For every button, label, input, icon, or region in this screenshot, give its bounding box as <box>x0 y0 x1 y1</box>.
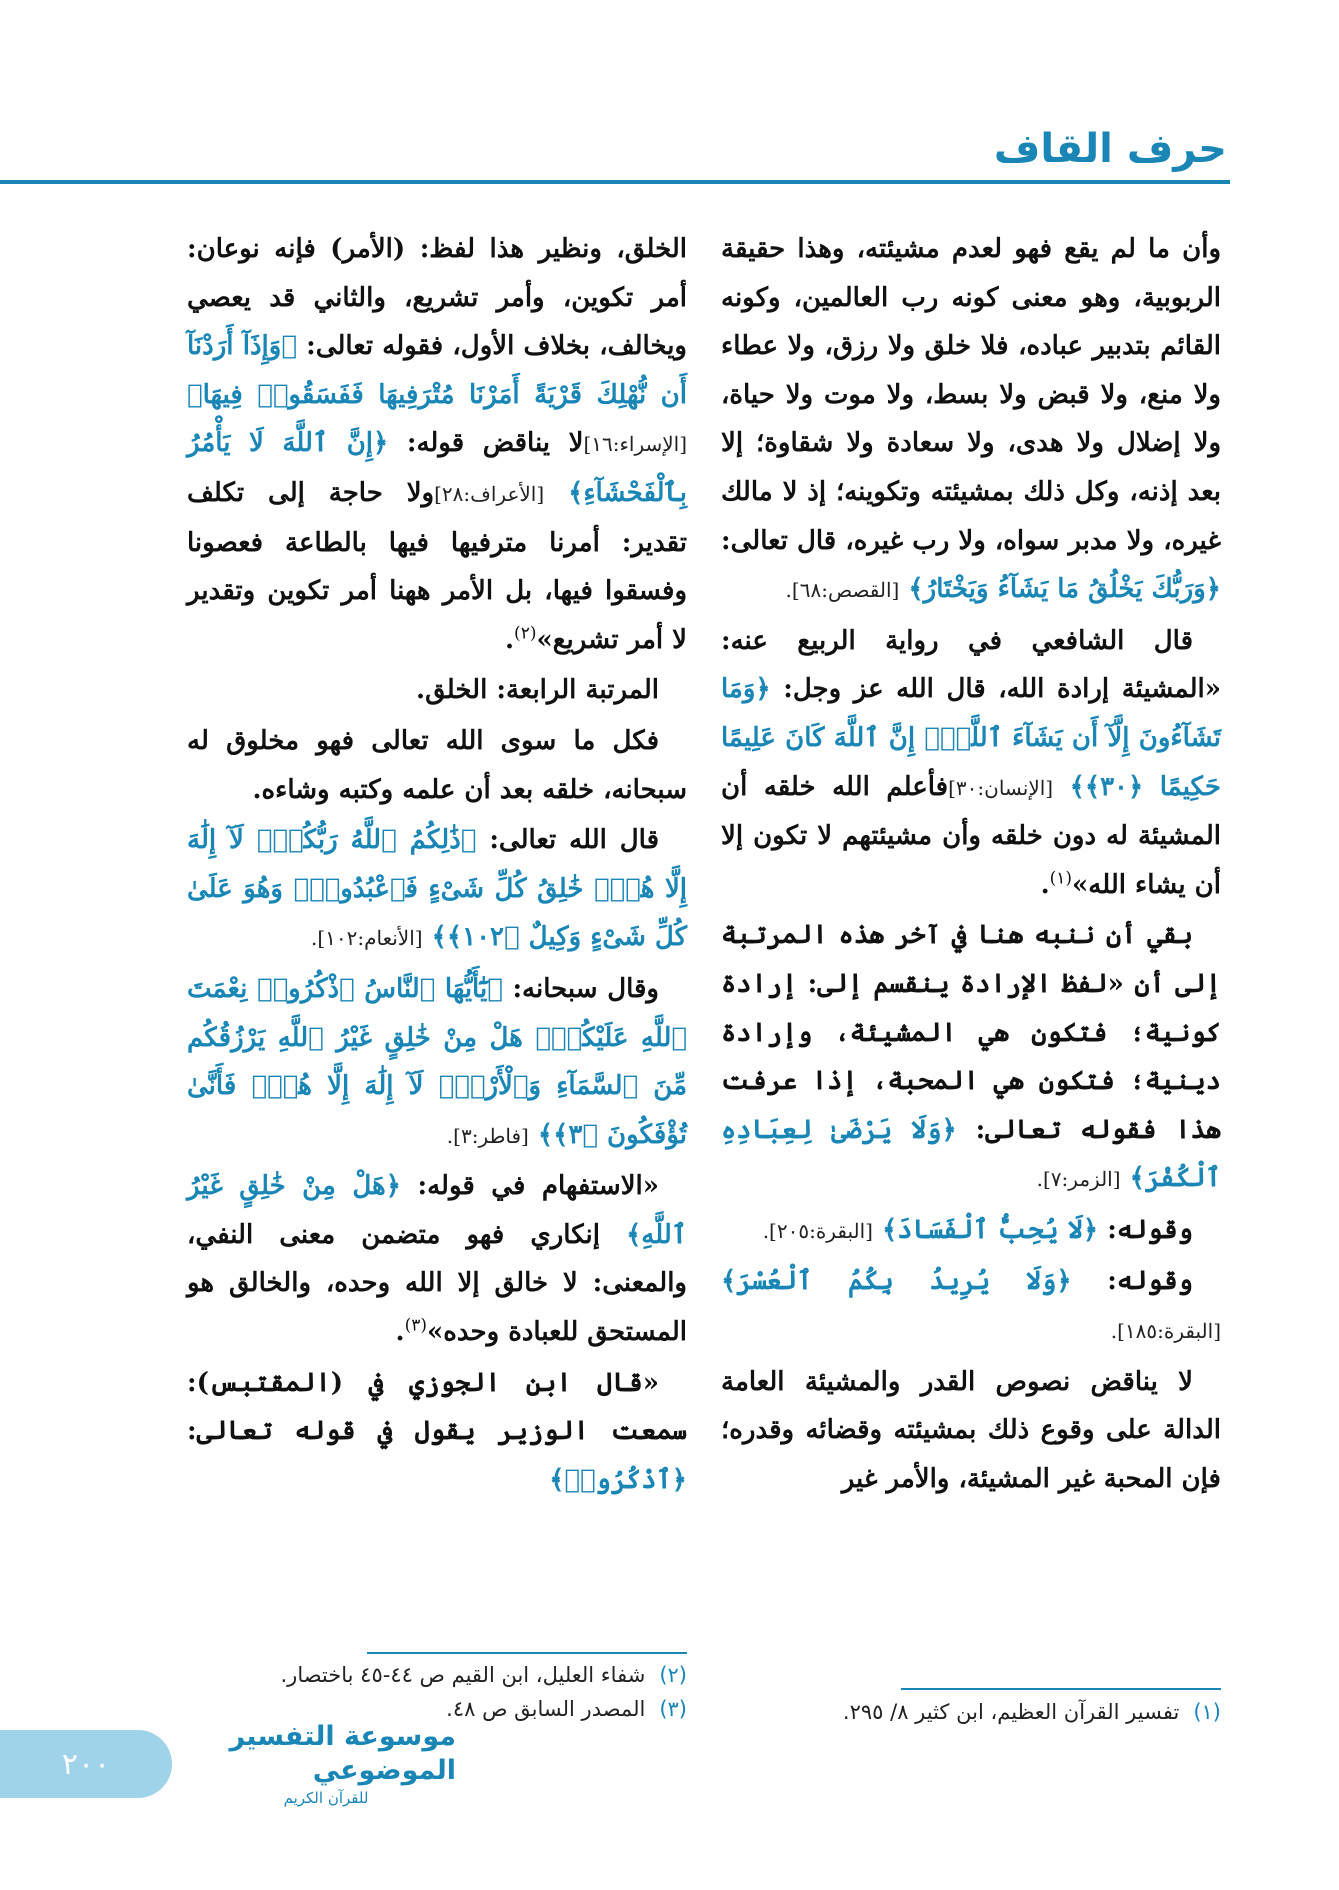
paragraph: لا يناقض نصوص القدر والمشيئة العامة الدالة على وقوع ذلك بمشيئته وقضائه وقدره؛ فإن المحبة غير المشيئة، والأمر غير <box>721 1366 1221 1494</box>
text: إنكاري فهو متضمن معنى النفي، والمعنى: لا خالق إلا الله وحده، والخالق هو المستحق للعبادة وحده» <box>187 1219 687 1348</box>
text: وأن ما لم يقع فهو لعدم مشيئته، وهذا حقيقة الربوبية، وهو معنى كونه رب العالمين، وكونه القائم بتدبير عباده، فلا خلق ولا رزق، ولا عطاء ولا منع، ولا قبض ولا بسط، ولا موت ولا حياة، ولا إضلال ولا هدى، ولا سعادة ولا شقاوة؛ إلا بعد إذنه، وكل ذلك بمشيئته وتكوينه؛ إذ لا مالك غيره، ولا مدبر سواه، ولا رب غيره، قال تعالى: <box>721 234 1221 556</box>
footnote-divider <box>367 1652 687 1654</box>
text: «قال ابن الجوزي في (المقتبس): سمعت الوزير يقول في قوله تعالى: <box>187 1367 687 1447</box>
text: وقوله: <box>1098 1214 1193 1245</box>
paragraph: فكل ما سوى الله تعالى فهو مخلوق له سبحانه، خلقه بعد أن علمه وكتبه وشاءه. <box>187 725 687 805</box>
paragraph <box>721 911 1221 1204</box>
text: قال الله تعالى: <box>476 825 659 856</box>
text: بقي أن ننبه هنا في آخر هذه المرتبة إلى أن «لفظ الإرادة ينقسم إلى: إرادة كونية؛ فتكون هي المشيئة، وإرادة دينية؛ فتكون هي المحبة، إذا عرفت هذا فقوله تعالى: <box>721 920 1221 1145</box>
paragraph <box>721 1206 1221 1256</box>
paragraph <box>187 965 687 1160</box>
footnotes-left <box>187 1658 687 1726</box>
quran-verse: ﴿ٱذْكُرُوا۟﴾ <box>549 1464 687 1495</box>
quran-verse: ﴿وَإِذَآ أَرَدْنَآ أَن نُّهْلِكَ قَرْيَةً أَمَرْنَا مُتْرَفِيهَا فَفَسَقُوا۟ فِيهَا﴾ <box>187 331 687 410</box>
page-number: ٢٠٠ <box>0 1730 172 1798</box>
verse-reference: [البقرة:١٨٥]. <box>1110 1319 1221 1344</box>
text: وقال سبحانه: <box>502 973 659 1004</box>
footnote <box>721 1695 1221 1729</box>
header-divider <box>0 180 1230 184</box>
quran-verse: ﴿يَٰٓأَيُّهَا ٱلنَّاسُ ٱذْكُرُوا۟ نِعْمَتَ ٱللَّهِ عَلَيْكُمْۚ هَلْ مِنْ خَٰلِقٍ غَيْرُ ٱللَّهِ يَرْزُقُكُم مِّنَ ٱلسَّمَآءِ وَٱلْأَرْضِۚ لَآ إِلَٰهَ إِلَّا هُوَۖ فَأَنَّىٰ تُؤْفَكُونَ ﴿٣﴾﴾ <box>187 973 687 1150</box>
paragraph <box>721 1257 1221 1355</box>
verse-reference: [البقرة:٢٠٥]. <box>762 1218 873 1243</box>
paragraph <box>721 225 1221 615</box>
quran-verse: ﴿لَا يُحِبُّ ٱلْفَسَادَ﴾ <box>882 1214 1099 1245</box>
text: «الاستفهام في قوله: <box>401 1171 659 1202</box>
verse-reference: [الأنعام:١٠٢]. <box>310 926 423 951</box>
footnote-text: شفاء العليل، ابن القيم ص ٤٤-٤٥ باختصار. <box>280 1663 646 1687</box>
left-column <box>187 225 687 1506</box>
quran-verse: ﴿إِنَّ ٱللَّهَ لَا يَأْمُرُ بِٱلْفَحْشَآءِ﴾ <box>187 428 687 508</box>
footnote-number: (٢) <box>659 1663 687 1687</box>
footnote-number: (٣) <box>659 1697 687 1721</box>
footnote-text: تفسير القرآن العظيم، ابن كثير ٨/ ٢٩٥. <box>842 1700 1180 1724</box>
footnote-marker[interactable]: (٢) <box>514 623 537 644</box>
paragraph <box>187 1359 687 1505</box>
text: . <box>395 1317 405 1348</box>
text: . <box>1040 869 1050 900</box>
quran-verse: ﴿وَلَا يَرْضَىٰ لِعِبَادِهِ ٱلْكُفْرَ﴾ <box>721 1114 1221 1194</box>
text: ولا حاجة إلى تكلف تقدير: أمرنا مترفيها فيها بالطاعة فعصونا وفسقوا فيها، بل الأمر ههنا أمر تكوين وتقدير لا أمر تشريع» <box>187 477 687 655</box>
logo-title: موسوعة التفسير الموضوعي <box>229 1721 456 1786</box>
quran-verse: ﴿وَمَا تَشَآءُونَ إِلَّآ أَن يَشَآءَ ٱللَّهُۚ إِنَّ ٱللَّهَ كَانَ عَلِيمًا حَكِيمًا ﴿٣٠﴾﴾ <box>721 674 1221 802</box>
section-heading: المرتبة الرابعة: الخلق. <box>416 675 659 706</box>
text: . <box>504 624 515 655</box>
verse-reference: [القصص:٦٨]. <box>785 578 900 603</box>
footnote-divider <box>901 1688 1221 1690</box>
book-logo <box>196 1722 456 1806</box>
quran-verse: ﴿هَلْ مِنْ خَٰلِقٍ غَيْرُ ٱللَّهِ﴾ <box>187 1171 687 1250</box>
footnote-marker[interactable]: (١) <box>1049 868 1073 889</box>
quran-verse: ﴿وَرَبُّكَ يَخْلُقُ مَا يَشَآءُ وَيَخْتَارُ﴾ <box>908 574 1221 605</box>
verse-reference: [الإنسان:٣٠] <box>948 775 1054 800</box>
paragraph <box>721 617 1221 910</box>
footnote-marker[interactable]: (٣) <box>404 1315 428 1336</box>
footnote <box>187 1658 687 1692</box>
footnote-number: (١) <box>1193 1700 1221 1724</box>
footnotes-right <box>721 1695 1221 1729</box>
paragraph <box>187 816 687 963</box>
verse-reference: [الزمر:٧]. <box>1036 1167 1121 1192</box>
text: لا يناقض قوله: <box>388 428 584 459</box>
text: الخلق، ونظير هذا لفظ: (الأمر) فإنه نوعان: أمر تكوين، وأمر تشريع، والثاني قد يعصي ويخالف، بخلاف الأول، فقوله تعالى: <box>187 234 687 362</box>
text: فأعلم الله خلقه أن المشيئة له دون خلقه وأن مشيئتهم لا تكون إلا أن يشاء الله» <box>721 771 1221 900</box>
footnote-text: المصدر السابق ص ٤٨. <box>446 1697 646 1721</box>
verse-reference: [الإسراء:١٦] <box>583 432 688 457</box>
quran-verse: ﴿ذَٰلِكُمُ ٱللَّهُ رَبُّكُمْۖ لَآ إِلَٰهَ إِلَّا هُوَۖ خَٰلِقُ كُلِّ شَىْءٍ فَٱعْبُدُوهُۚ وَهُوَ عَلَىٰ كُلِّ شَىْءٍ وَكِيلٌ ﴿١٠٢﴾﴾ <box>187 825 687 953</box>
paragraph <box>187 1162 687 1356</box>
quran-verse: ﴿وَلَا يُرِيدُ بِكُمُ ٱلْعُسْرَ﴾ <box>721 1266 1072 1297</box>
text: قال الشافعي في رواية الربيع عنه: «المشيئة إرادة الله، قال الله عز وجل: <box>721 625 1221 705</box>
right-column <box>721 225 1221 1505</box>
verse-reference: [الأعراف:٢٨] <box>434 481 545 506</box>
verse-reference: [فاطر:٣]. <box>446 1123 529 1148</box>
text: وقوله: <box>1071 1266 1193 1297</box>
logo-subtitle: للقرآن الكريم <box>283 1789 369 1807</box>
paragraph <box>187 225 687 664</box>
page-title: حرف القاف <box>993 126 1227 172</box>
